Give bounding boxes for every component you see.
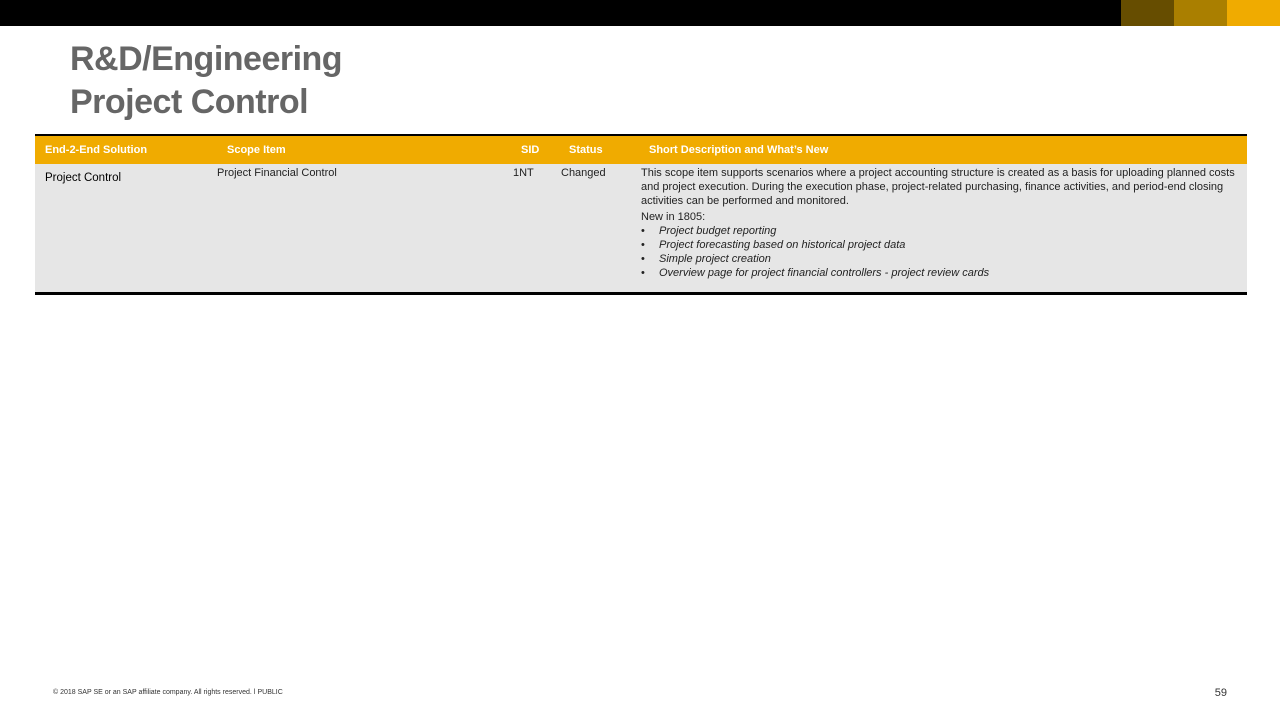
description-text: This scope item supports scenarios where a project accounting structure is created as a basis for uploading planned costs and project execution. During the execution phase, project-related purchasing, finance activities, and period-end closing activities can be performed and monitored. [641, 167, 1235, 207]
accent-swatch-gold [1227, 0, 1280, 26]
scope-table [35, 134, 1247, 295]
page-number: 59 [1214, 687, 1227, 699]
list-item [641, 238, 1241, 252]
cell-description [639, 164, 1247, 294]
cell-solution: Project Control [45, 172, 122, 184]
cell-sid: 1NT [513, 167, 534, 179]
list-item [641, 224, 1241, 238]
accent-swatch-mid [1174, 0, 1227, 26]
cell-status: Changed [561, 167, 606, 179]
col-header-status: Status [569, 144, 603, 156]
bullet-text: Project forecasting based on historical project data [659, 239, 906, 251]
list-item [641, 266, 1241, 280]
copyright-footer: © 2018 SAP SE or an SAP affiliate company. All rights reserved. ǀ PUBLIC [53, 689, 283, 696]
col-header-sid: SID [521, 144, 540, 156]
bullet-text: Simple project creation [659, 253, 771, 265]
table-row [35, 164, 1247, 294]
bullet-icon: • [641, 267, 645, 279]
bullet-icon: • [641, 225, 645, 237]
page-title [70, 38, 670, 124]
col-header-scope-item: Scope Item [227, 144, 286, 156]
table-header-row [35, 135, 1247, 164]
col-header-description: Short Description and What’s New [649, 144, 829, 156]
title-line-1: R&D/Engineering [70, 40, 343, 78]
accent-swatch-dark [1121, 0, 1174, 26]
title-line-2: Project Control [70, 83, 309, 121]
whats-new-list [641, 224, 1241, 280]
col-header-solution: End-2-End Solution [45, 144, 148, 156]
bullet-text: Project budget reporting [659, 225, 777, 237]
top-header-bar [0, 0, 1280, 26]
list-item [641, 252, 1241, 266]
bullet-text: Overview page for project financial controllers - project review cards [659, 267, 990, 279]
bullet-icon: • [641, 253, 645, 265]
cell-scope-item: Project Financial Control [217, 167, 337, 179]
new-in-label: New in 1805: [641, 211, 706, 223]
bullet-icon: • [641, 239, 645, 251]
